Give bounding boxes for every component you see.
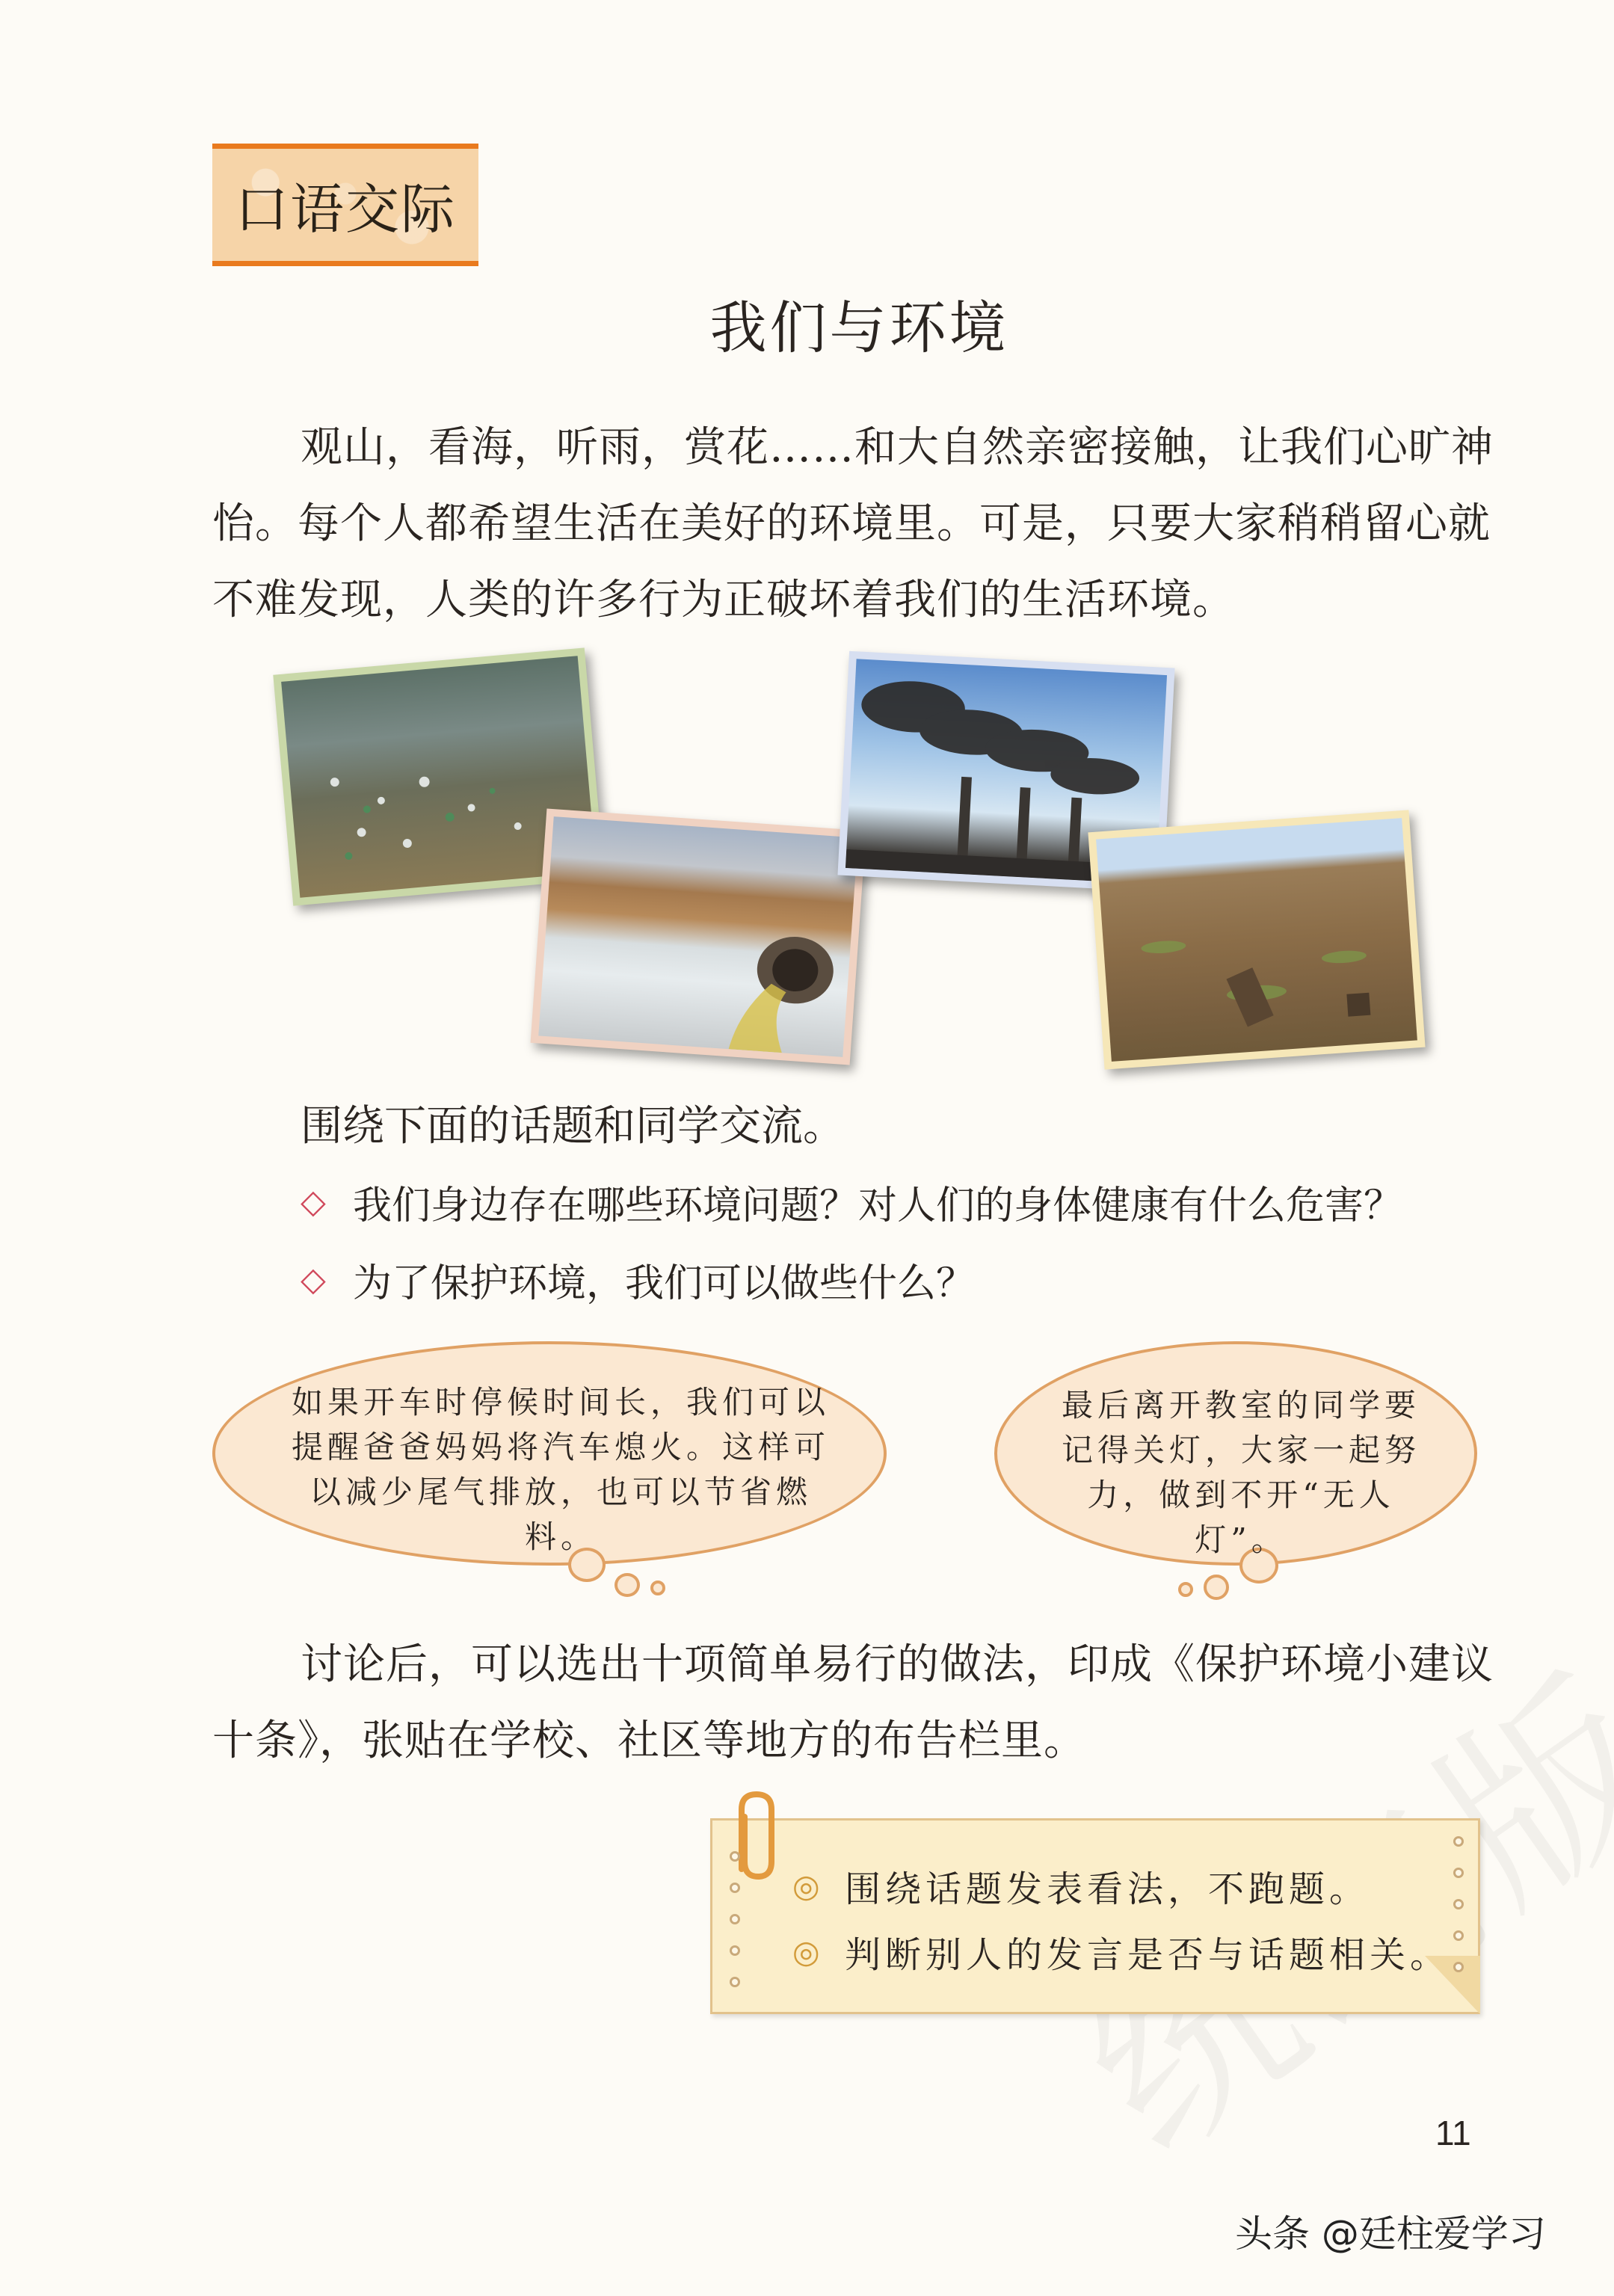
page-title: 我们与环境 xyxy=(709,295,1009,361)
diamond-bullet-icon: ◇ xyxy=(301,1183,326,1221)
binder-hole-icon xyxy=(730,1851,740,1862)
paperclip-icon xyxy=(712,1787,794,1884)
binder-hole-icon xyxy=(730,1914,740,1924)
topic-text: 为了保护环境，我们可以做些什么？ xyxy=(353,1261,976,1306)
bubble-dot xyxy=(615,1573,640,1597)
tip-text: 围绕话题发表看法，不跑题。 xyxy=(845,1868,1370,1910)
intro-paragraph: 观山，看海，听雨，赏花……和大自然亲密接触，让我们心旷神怡。每个人都希望生活在美好的环境里。可是，只要大家稍稍留心就不难发现，人类的许多行为正破坏着我们的生活环境。 xyxy=(212,423,1494,624)
binder-hole-icon xyxy=(1453,1962,1464,1972)
section-label xyxy=(212,144,478,266)
binder-hole-icon xyxy=(1453,1836,1464,1847)
tip-item xyxy=(792,1926,1450,1978)
topic-item xyxy=(301,1252,975,1308)
water-pollution-photo xyxy=(531,808,866,1065)
topic-intro: 围绕下面的话题和同学交流。 xyxy=(301,1102,845,1151)
double-circle-bullet-icon: ◎ xyxy=(792,1868,825,1904)
double-circle-bullet-icon: ◎ xyxy=(792,1933,825,1970)
bubble-text-left: 如果开车时停候时间长，我们可以提醒爸爸妈妈将汽车熄火。这样可以减少尾气排放，也可以节省燃料。 xyxy=(291,1384,830,1555)
tip-text: 判断别人的发言是否与话题相关。 xyxy=(845,1934,1451,1976)
tip-item xyxy=(792,1860,1370,1912)
topic-item xyxy=(301,1174,1402,1230)
section-label-text: 口语交际 xyxy=(234,178,456,241)
binder-hole-icon xyxy=(1453,1899,1464,1909)
deforestation-photo xyxy=(1088,810,1425,1069)
footer-watermark: 头条 @廷柱爱学习 xyxy=(1235,2212,1546,2256)
topic-text: 我们身边存在哪些环境问题？对人们的身体健康有什么危害？ xyxy=(353,1184,1403,1228)
binder-hole-icon xyxy=(730,1883,740,1893)
binder-hole-icon xyxy=(730,1977,740,1987)
bubble-dot xyxy=(1178,1582,1193,1597)
page-number: 11 xyxy=(1435,2114,1471,2152)
binder-hole-icon xyxy=(1453,1930,1464,1941)
binder-hole-icon xyxy=(1453,1868,1464,1878)
bubble-text-right: 最后离开教室的同学要记得关灯，大家一起努力，做到不开“无人灯”。 xyxy=(1061,1387,1420,1558)
diamond-bullet-icon: ◇ xyxy=(301,1261,326,1299)
bubble-dot xyxy=(650,1581,665,1595)
tips-note-card xyxy=(710,1818,1480,2014)
conclusion-paragraph: 讨论后，可以选出十项简单易行的做法，印成《保护环境小建议十条》，张贴在学校、社区等地方的布告栏里。 xyxy=(212,1640,1494,1765)
bubble-dot xyxy=(1204,1575,1229,1600)
binder-hole-icon xyxy=(730,1945,740,1956)
